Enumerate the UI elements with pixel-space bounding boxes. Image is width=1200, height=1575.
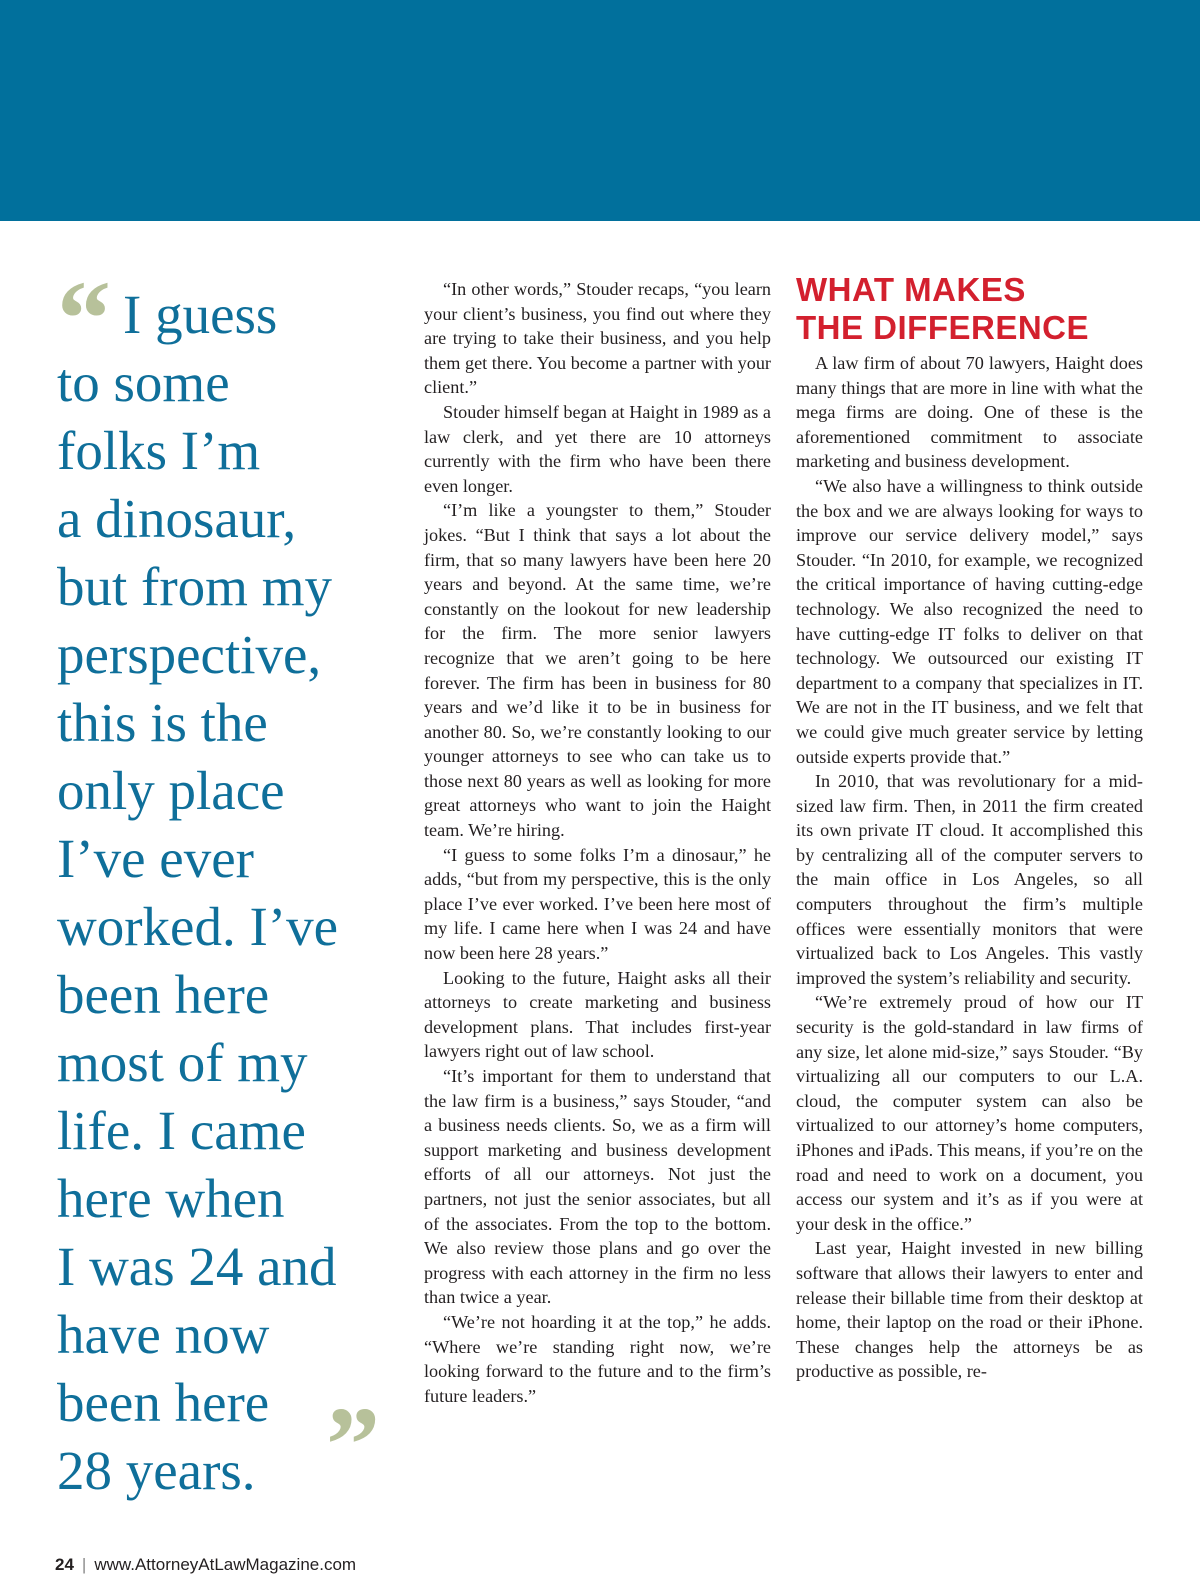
paragraph: Stouder himself began at Haight in 1989 as a law clerk, and yet there are 10 attorneys currently with the firm who have been there even longer.	[424, 401, 771, 496]
website-link[interactable]: www.AttorneyAtLawMagazine.com	[94, 1555, 357, 1574]
pull-quote-line: only place	[57, 760, 285, 821]
pull-quote-line: most of my	[57, 1032, 308, 1093]
paragraph: “We’re extremely proud of how our IT security is the gold-standard in law firms of any size, let alone mid-size,” says Stouder. “By virtualizing all our computers to our L.A. cloud, the computer system can also be virtualized to our attorney’s home computers, iPhones and iPads. This means, if you’re on the road and need to work on a document, you access our system and it’s as if you were at your desk in the office.”	[796, 992, 1143, 1234]
pull-quote	[57, 260, 407, 1505]
footer-divider: |	[81, 1555, 87, 1574]
paragraph: A law firm of about 70 lawyers, Haight does many things that are more in line with what the mega firms are doing. One of these is the aforementioned commitment to associate marketing and business development.	[796, 353, 1143, 472]
pull-quote-line: worked. I’ve	[57, 896, 338, 957]
pull-quote-line: been here	[57, 964, 270, 1025]
page-footer	[55, 1555, 356, 1575]
pull-quote-line: here when	[57, 1168, 285, 1229]
pull-quote-line: a dinosaur,	[57, 488, 297, 549]
page-number: 24	[55, 1555, 74, 1574]
paragraph: In 2010, that was revolutionary for a mid-sized law firm. Then, in 2011 the firm created its own private IT cloud. It accomplished this by centralizing all of the computer servers to the main office in Los Angeles, so all computers throughout the firm’s multiple offices were essentially monitors that were virtualized back to Los Angeles. This vastly improved the system’s reliability and security.	[796, 771, 1143, 988]
pull-quote-line: this is the	[57, 692, 268, 753]
paragraph: Last year, Haight invested in new billing software that allows their lawyers to enter and release their billable time from their desktop at home, their laptop on the road or their iPhone. These changes help the attorneys be as productive as possible, re-	[796, 1238, 1143, 1382]
paragraph: Looking to the future, Haight asks all their attorneys to create marketing and business development plans. That includes first-year lawyers right out of law school.	[424, 967, 771, 1062]
section-heading-line: THE DIFFERENCE	[796, 309, 1090, 346]
pull-quote-line: been here	[57, 1372, 270, 1433]
top-banner	[0, 0, 1200, 221]
pull-quote-line: “ I guess	[57, 260, 278, 379]
paragraph: “In other words,” Stouder recaps, “you learn your client’s business, you find out where they are trying to take their business, and you help them get there. You become a partner with your client.”	[424, 279, 771, 398]
section-heading-line: WHAT MAKES	[796, 271, 1026, 308]
pull-quote-line: I was 24 and	[57, 1236, 337, 1297]
section-heading	[796, 271, 1143, 347]
pull-quote-line: to some	[57, 352, 230, 413]
paragraph: “We also have a willingness to think outside the box and we are always looking for ways to improve our service delivery model,” says Stouder. “In 2010, for example, we recognized the critical importance of having cutting-edge technology. We also recognized the need to have cutting-edge IT folks to deliver on that technology. We outsourced our existing IT department to a company that specializes in IT. We are not in the IT business, and we felt that we could give much greater service by letting outside experts provide that.”	[796, 475, 1143, 767]
paragraph: “I guess to some folks I’m a dinosaur,” he adds, “but from my perspective, this is the only place I’ve ever worked. I’ve been here most of my life. I came here when I was 24 and have now been here 28 years.”	[424, 844, 771, 964]
pull-quote-line: folks I’m	[57, 420, 261, 481]
article-column-right	[796, 271, 1143, 1384]
paragraph: “We’re not hoarding it at the top,” he adds. “Where we’re standing right now, we’re looking forward to the future and to the firm’s future leaders.”	[424, 1311, 771, 1406]
pull-quote-line: perspective,	[57, 624, 322, 685]
article-column-middle	[424, 277, 771, 1408]
pull-quote-line: but from my	[57, 556, 332, 617]
paragraph: “It’s important for them to understand that the law firm is a business,” says Stouder, “and a business needs clients. So, we as a firm will support marketing and business development efforts of all our attorneys. Not just the partners, not just the senior associates, but all of the associates. From the top to the bottom. We also review those plans and go over the progress with each attorney in the firm no less than twice a year.	[424, 1066, 771, 1308]
open-quote-mark: “	[57, 260, 105, 379]
pull-quote-line: have now	[57, 1304, 270, 1365]
close-quote-mark: ”	[326, 1386, 374, 1505]
paragraph: “I’m like a youngster to them,” Stouder jokes. “But I think that says a lot about the firm, that so many lawyers have been here 20 years and beyond. At the same time, we’re constantly on the lookout for new leadership for the firm. The more senior lawyers recognize that we aren’t going to be here forever. The firm has been in business for 80 years and we’d like it to be in business for another 80. So, we’re constantly looking to our younger attorneys to see who can take us to those next 80 years as well as looking for more great attorneys who want to join the Haight team. We’re hiring.	[424, 500, 771, 841]
pull-quote-line: I’ve ever	[57, 828, 254, 889]
pull-quote-line: 28 years.	[57, 1440, 256, 1501]
pull-quote-line: life. I came	[57, 1100, 306, 1161]
